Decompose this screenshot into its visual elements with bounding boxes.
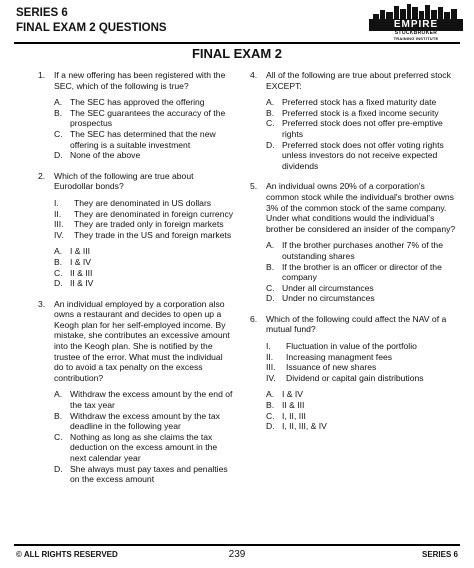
answer-option: [54, 268, 234, 279]
option-letter: A.: [266, 240, 275, 251]
question-4: [250, 70, 456, 171]
answer-option: [266, 108, 456, 119]
empire-logo: [367, 2, 465, 44]
answer-option: [54, 432, 234, 464]
option-letter: D.: [54, 278, 63, 289]
answer-option: [266, 140, 456, 172]
option-text: II & IV: [70, 278, 94, 289]
option-text: If the brother is an officer or director of the company: [282, 261, 442, 283]
option-letter: C.: [54, 431, 63, 442]
option-text: Nothing as long as she claims the tax deduction on the excess amount in the next calendar year: [70, 431, 218, 463]
roman-numeral: III.: [266, 362, 276, 373]
option-letter: C.: [54, 128, 63, 139]
option-text: Under no circumstances: [282, 293, 375, 304]
question-3: [38, 299, 234, 485]
option-text: II & III: [70, 267, 93, 278]
answer-options: [266, 389, 456, 431]
page-number: 239: [228, 549, 246, 560]
roman-statement: [54, 198, 234, 209]
option-text: Preferred stock does not offer pre-emptive rights: [282, 118, 443, 139]
option-letter: A.: [266, 97, 275, 108]
roman-statements: [54, 198, 234, 240]
answer-option: [54, 246, 234, 257]
option-letter: A.: [266, 389, 275, 400]
option-letter: B.: [54, 410, 63, 421]
roman-statements: [266, 341, 456, 383]
option-letter: C.: [54, 267, 63, 278]
answer-option: [54, 97, 234, 108]
question-text: An individual owns 20% of a corporation's common stock while the individual's brother owns 3% of the common stock of the same company. Under what conditions would the individual's brother be considered an insider of the company?: [266, 181, 456, 234]
answer-option: [266, 97, 456, 108]
option-letter: A.: [54, 389, 63, 400]
roman-numeral: II.: [266, 351, 274, 362]
option-text: Withdraw the excess amount by the tax deadline in the following year: [70, 410, 220, 432]
question-text: Which of the following are true about Eurodollar bonds?: [54, 170, 194, 192]
question-6: [250, 314, 456, 432]
statement-text: Issuance of new shares: [286, 362, 377, 373]
option-letter: D.: [266, 421, 275, 432]
option-text: If the brother purchases another 7% of the outstanding shares: [282, 240, 443, 261]
answer-options: [266, 240, 456, 304]
option-text: None of the above: [70, 150, 141, 161]
option-letter: D.: [266, 139, 275, 150]
option-text: II & III: [282, 400, 305, 411]
option-text: I, II, III, & IV: [282, 421, 327, 432]
option-letter: A.: [54, 246, 63, 257]
answer-option: [54, 129, 234, 150]
answer-option: [54, 108, 234, 129]
roman-numeral: III.: [54, 219, 64, 230]
option-text: I & III: [70, 246, 91, 257]
logo-wordmark: EMPIRE: [393, 19, 439, 30]
roman-numeral: I.: [54, 197, 59, 208]
option-letter: B.: [266, 107, 275, 118]
roman-numeral: IV.: [266, 372, 276, 383]
statement-text: They trade in the US and foreign markets: [74, 229, 232, 240]
footer-divider: [14, 544, 460, 546]
answer-option: [266, 283, 456, 294]
answer-option: [54, 257, 234, 268]
option-text: The SEC has determined that the new offering is a suitable investment: [70, 128, 216, 150]
answer-options: [54, 97, 234, 161]
answer-option: [266, 262, 456, 283]
statement-text: Dividend or capital gain distributions: [286, 372, 424, 383]
roman-statement: [54, 219, 234, 230]
answer-option: [266, 240, 456, 261]
question-number: 5.: [250, 181, 258, 192]
option-text: Withdraw the excess amount by the end of the tax year: [70, 389, 233, 411]
statement-text: They are denominated in US dollars: [74, 197, 212, 208]
logo-subtext-2: TRAINING INSTITUTE: [393, 36, 439, 41]
option-text: She always must pay taxes and penalties on the excess amount: [70, 463, 228, 485]
question-text: If a new offering has been registered with the SEC, which of the following is true?: [54, 70, 226, 91]
question-5: [250, 181, 456, 304]
answer-options: [54, 389, 234, 484]
footer-copyright: © ALL RIGHTS RESERVED: [16, 550, 118, 559]
answer-options: [54, 246, 234, 288]
header-divider: [14, 42, 460, 44]
option-text: I & IV: [282, 389, 304, 400]
statement-text: Increasing managment fees: [286, 351, 393, 362]
roman-numeral: IV.: [54, 229, 64, 240]
question-number: 2.: [38, 170, 46, 181]
option-letter: C.: [266, 282, 275, 293]
option-letter: C.: [266, 410, 275, 421]
question-2: [38, 171, 234, 289]
option-letter: D.: [54, 463, 63, 474]
answer-option: [54, 150, 234, 161]
option-text: I, II, III: [282, 410, 306, 421]
statement-text: Fluctuation in value of the portfolio: [286, 341, 417, 352]
option-text: Preferred stock is a fixed income security: [282, 107, 439, 118]
answer-option: [266, 421, 456, 432]
header-subtitle: FINAL EXAM 2 QUESTIONS: [16, 22, 167, 34]
option-letter: A.: [54, 97, 63, 108]
logo-subtext: STOCKBROKER: [394, 30, 438, 36]
statement-text: They are traded only in foreign markets: [74, 219, 224, 230]
answer-option: [266, 389, 456, 400]
answer-option: [54, 389, 234, 410]
option-text: Preferred stock does not offer voting rights unless investors do not receive expected dividends: [282, 139, 444, 171]
roman-statement: [266, 352, 456, 363]
statement-text: They are denominated in foreign currency: [74, 208, 234, 219]
footer-series: SERIES 6: [421, 550, 458, 559]
question-text: All of the following are true about preferred stock EXCEPT:: [266, 70, 451, 91]
option-letter: D.: [54, 150, 63, 161]
option-letter: B.: [54, 107, 63, 118]
answer-options: [266, 97, 456, 171]
roman-numeral: II.: [54, 208, 62, 219]
question-1: [38, 70, 234, 161]
roman-statement: [266, 341, 456, 352]
answer-option: [266, 118, 456, 139]
option-letter: B.: [54, 256, 63, 267]
question-number: 1.: [38, 70, 46, 80]
question-number: 3.: [38, 298, 46, 309]
answer-option: [266, 411, 456, 422]
answer-option: [54, 278, 234, 289]
question-number: 6.: [250, 313, 258, 324]
option-text: The SEC has approved the offering: [70, 97, 205, 108]
answer-option: [266, 400, 456, 411]
question-text: Which of the following could affect the NAV of a mutual fund?: [266, 313, 447, 335]
left-column: [38, 70, 234, 485]
option-text: Preferred stock has a fixed maturity date: [282, 97, 437, 108]
option-letter: C.: [266, 118, 275, 129]
option-letter: D.: [266, 293, 275, 304]
right-column: [250, 70, 456, 432]
roman-statement: [54, 209, 234, 220]
roman-statement: [266, 373, 456, 384]
option-text: Under all circumstances: [282, 282, 374, 293]
exam-title: FINAL EXAM 2: [191, 46, 283, 61]
question-number: 4.: [250, 70, 258, 80]
roman-statement: [54, 230, 234, 241]
option-text: I & IV: [70, 256, 92, 267]
header-series: SERIES 6: [16, 7, 68, 19]
answer-option: [266, 293, 456, 304]
answer-option: [54, 411, 234, 432]
page-header: [16, 6, 167, 36]
roman-statement: [266, 362, 456, 373]
option-text: The SEC guarantees the accuracy of the prospectus: [70, 107, 226, 129]
option-letter: B.: [266, 400, 275, 411]
roman-numeral: I.: [266, 341, 271, 352]
answer-option: [54, 464, 234, 485]
question-text: An individual employed by a corporation also owns a restaurant and decides to open up a Keogh plan for her self-employed income. By mistake, she contributes an excessive amount into the Keogh plan. She is notified by the trustee of the error. What must the individual do to avoid a tax penalty on the excess contribution?: [54, 298, 230, 383]
option-letter: B.: [266, 261, 275, 272]
